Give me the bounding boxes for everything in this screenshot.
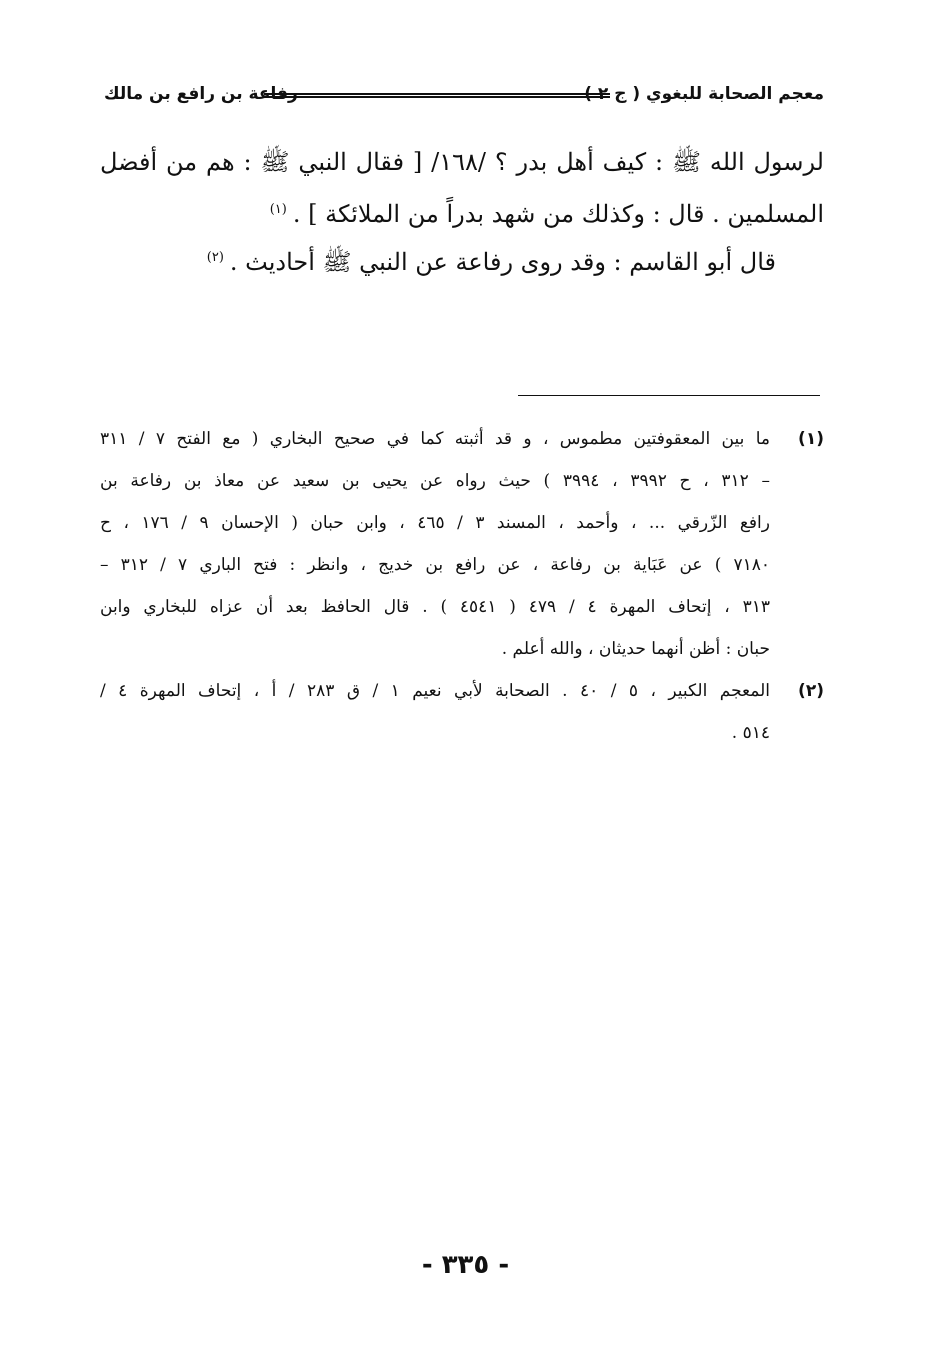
footnote-number: (٢) bbox=[798, 681, 824, 701]
footnote-ref: (١) bbox=[269, 202, 287, 217]
footnote-ref: (٢) bbox=[206, 250, 224, 265]
section-title: رفاعة بن رافع بن مالك bbox=[104, 84, 298, 104]
footnote-line: رافع الزّرقي ... ، وأحمد ، المسند ٣ / ٤٦٥ ، وابن حبان ( الإحسان ٩ / ١٧٦ ، ح bbox=[100, 513, 770, 533]
text-line bbox=[100, 188, 824, 236]
text-span: المسلمين . قال : وكذلك من شهد بدراً من الملائكة ] . bbox=[292, 200, 824, 228]
footnote-separator bbox=[518, 395, 820, 396]
footnote-1 bbox=[100, 418, 824, 670]
footnote-2 bbox=[100, 670, 824, 754]
running-header bbox=[96, 84, 824, 112]
text-line bbox=[100, 236, 824, 284]
main-text bbox=[100, 140, 824, 284]
footnote-line: ما بين المعقوفتين مطموس ، و قد أثبته كما في صحيح البخاري ( مع الفتح ٧ / ٣١١ bbox=[100, 429, 770, 449]
book-title: معجم الصحابة للبغوي ( ج ٢ ) bbox=[584, 84, 824, 104]
text-line: لرسول الله ﷺ : كيف أهل بدر ؟ /١٦٨/ [ فقال النبي ﷺ : هم من أفضل bbox=[100, 148, 824, 176]
text-span: قال أبو القاسم : وقد روى رفاعة عن النبي ﷺ أحاديث . bbox=[229, 248, 776, 276]
footnote-body bbox=[100, 670, 770, 754]
header-rule bbox=[264, 93, 610, 98]
footnote-line: ٥١٤ . bbox=[731, 723, 770, 743]
footnote-line: – ٣١٢ ، ح ٣٩٩٢ ، ٣٩٩٤ ) حيث رواه عن يحيى بن سعيد عن معاذ بن رفاعة بن bbox=[100, 471, 771, 491]
footnote-line: ٧١٨٠ ) عن عَبَاية بن رفاعة ، عن رافع بن خديج ، وانظر : فتح الباري ٧ / ٣١٢ – bbox=[100, 555, 770, 575]
footnote-body bbox=[100, 418, 770, 670]
footnote-number: (١) bbox=[798, 429, 824, 449]
page-number: - ٣٣٥ - bbox=[421, 1250, 510, 1280]
footnote-line: حبان : أظن أنهما حديثان ، والله أعلم . bbox=[501, 639, 770, 659]
footnote-line: المعجم الكبير ، ٥ / ٤٠ . الصحابة لأبي نعيم ١ / ق ٢٨٣ / أ ، إتحاف المهرة ٤ / bbox=[100, 681, 770, 701]
footnote-line: ٣١٣ ، إتحاف المهرة ٤ / ٤٧٩ ( ٤٥٤١ ) . قال الحافظ بعد أن عزاه للبخاري وابن bbox=[100, 597, 770, 617]
footnotes bbox=[100, 418, 824, 754]
